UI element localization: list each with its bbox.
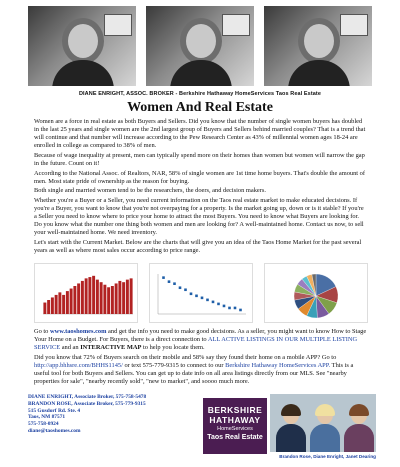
market-charts xyxy=(34,263,368,323)
scatter-point xyxy=(217,303,220,306)
bar xyxy=(73,286,76,314)
bar xyxy=(118,281,121,314)
bar xyxy=(130,278,133,314)
scatter-chart-svg xyxy=(150,264,252,322)
bar xyxy=(103,285,106,314)
price-scatter-chart xyxy=(149,263,253,323)
logo-line-3: HomeServices xyxy=(217,426,253,432)
closing-paragraph-2 xyxy=(34,354,368,386)
scatter-point xyxy=(206,299,209,302)
scatter-point xyxy=(168,280,171,283)
scatter-point xyxy=(228,307,231,310)
closing-text-run: Did you know that 72% of Buyers search on their mobile and 58% say they found their home on a mobile APP? Go to xyxy=(34,353,337,361)
team-photo xyxy=(270,394,376,452)
bar xyxy=(77,283,80,314)
bhhs-app-link[interactable]: Berkshire Hathaway HomeServices APP. xyxy=(225,361,331,369)
contact-brandon: BRANDON ROSE, Associate Broker, 575-779-9315 xyxy=(28,400,146,407)
bar xyxy=(47,300,50,314)
paragraph-1: Women are a force in real estate as both Buyers and Sellers. Did you know that the number of single women buyers has doubled in the last 25 years and single women are the 2nd largest group of Buyers and Sellers behind married couples? That is a trend that will continue and that number will increase according to the Pew Research Center as 43% of millennial women ages 18-24 are enrolled in college as compared to 38% of men. xyxy=(34,118,366,150)
closing-text-run: and get the info you need to make good decisions. As a seller, you might want to know How to Stage Your Home on a Budget. For Buyers, there is a direct connection to xyxy=(34,328,367,344)
closing-paragraph-1 xyxy=(34,328,368,352)
bar xyxy=(107,287,110,314)
paragraph-5: Whether you're a Buyer or a Seller, you need current information on the Taos real estate market to make educated decisions. If you're a Buyer, you want to know that you're not overpaying for a property. Is the market going up, down or is it stable? If you're a Seller you need to know where to price your home to attract the most Buyers. You need to know what Buyers are looking for. Do you know what the number one thing both women and men are looking for? A well-maintained home. Contact us now, to sell your well-maintained home. We need inventory. xyxy=(34,196,364,237)
paragraph-2: Because of wage inequality at present, men can typically spend more on their homes than women but women will narrow the gap in the future. Count on it! xyxy=(34,151,365,167)
paragraph-6: Let's start with the Current Market. Below are the charts that will give you an idea of the Taos Home Market for the past several years as well as where most sales occur according to price range. xyxy=(34,238,362,254)
agent-photo-1 xyxy=(28,6,136,86)
closing-text-run: to help you locate them. xyxy=(141,344,205,352)
sales-bar-chart xyxy=(34,263,138,323)
pie-chart-svg xyxy=(265,264,367,322)
bar xyxy=(85,278,88,314)
agent-photo-3 xyxy=(264,6,372,86)
scatter-point xyxy=(212,301,215,304)
agent-photo-2 xyxy=(146,6,254,86)
price-range-pie-chart xyxy=(264,263,368,323)
header-photos xyxy=(28,6,372,86)
scatter-point xyxy=(184,288,187,291)
scatter-point xyxy=(234,307,237,310)
contact-address: 515 Gusdorf Rd. Ste. 4 xyxy=(28,407,81,414)
closing-text-run: and an xyxy=(60,344,81,352)
bar xyxy=(55,295,58,314)
bar xyxy=(62,295,65,314)
logo-line-1: BERKSHIRE xyxy=(207,405,263,415)
logo-line-4: Taos Real Estate xyxy=(207,434,263,441)
logo-line-2: HATHAWAY xyxy=(209,415,261,425)
scatter-point xyxy=(239,309,242,312)
scatter-point xyxy=(179,286,182,289)
interactive-map-text: INTERACTIVE MAP xyxy=(80,344,142,352)
bar xyxy=(115,283,118,314)
bar xyxy=(58,292,61,314)
paragraph-3: According to the National Assoc. of Realtors, NAR, 58% of single women are 1st time home buyers. That's double the amount of men. Most state pride of ownership as the reason for buying. xyxy=(34,169,365,185)
article-title: Women And Real Estate xyxy=(127,100,273,115)
closing-text xyxy=(34,328,368,388)
bar xyxy=(92,276,95,314)
contact-diane: DIANE ENRIGHT, Associate Broker, 575-758-5478 xyxy=(28,394,147,400)
team-caption: Brandon Rose, Diane Enright, Janet Dearing xyxy=(279,454,376,459)
contact-city: Taos, NM 87571 xyxy=(28,414,66,421)
scatter-point xyxy=(195,295,198,298)
bar xyxy=(96,280,99,314)
bar xyxy=(100,282,103,314)
bar xyxy=(66,291,69,314)
scatter-point xyxy=(223,305,226,308)
team-member-figure xyxy=(308,404,342,452)
photo-caption: DIANE ENRIGHT, ASSOC. BROKER - Berkshire Hathaway HomeServices Taos Real Estate xyxy=(78,91,322,97)
article-body xyxy=(34,118,368,257)
app-url-link[interactable]: http://app.bhhsre.com/BHHS1145/ xyxy=(34,361,123,369)
scatter-point xyxy=(173,282,176,285)
bar xyxy=(122,282,125,314)
bar xyxy=(88,277,91,314)
bar xyxy=(81,281,84,314)
scatter-point xyxy=(162,276,165,279)
closing-text-run: Go to xyxy=(34,328,50,335)
bar xyxy=(126,280,129,314)
team-member-figure xyxy=(274,404,308,452)
contact-email[interactable]: diane@taoshomes.com xyxy=(28,427,81,434)
contact-block xyxy=(28,394,198,435)
scatter-point xyxy=(201,297,204,300)
bar xyxy=(43,303,46,314)
team-member-figure xyxy=(342,404,376,452)
closing-text-run: or text 575-779-9315 to connect to our xyxy=(122,361,226,369)
closing-text-run: This is a useful tool for both Buyers and Sellers. You can get up to date info on all area listings directly from our MLS. See "nearby properties for sale", "nearby recently sold", "new to market", and soooo much more. xyxy=(34,361,354,386)
bar xyxy=(70,289,73,314)
active-listings-link[interactable]: ALL ACTIVE LISTINGS IN OUR MULTIPLE LISTING SERVICE xyxy=(34,336,358,352)
bhhs-logo xyxy=(203,398,267,454)
bar-chart-svg xyxy=(35,264,137,322)
scatter-point xyxy=(190,292,193,295)
paragraph-4: Both single and married women tend to be the researchers, the doers, and decision makers. xyxy=(34,187,266,195)
bar xyxy=(51,297,54,314)
bar xyxy=(111,286,114,314)
taoshomes-link[interactable]: www.taoshomes.com xyxy=(49,328,107,335)
contact-phone: 575-758-0924 xyxy=(28,421,59,428)
